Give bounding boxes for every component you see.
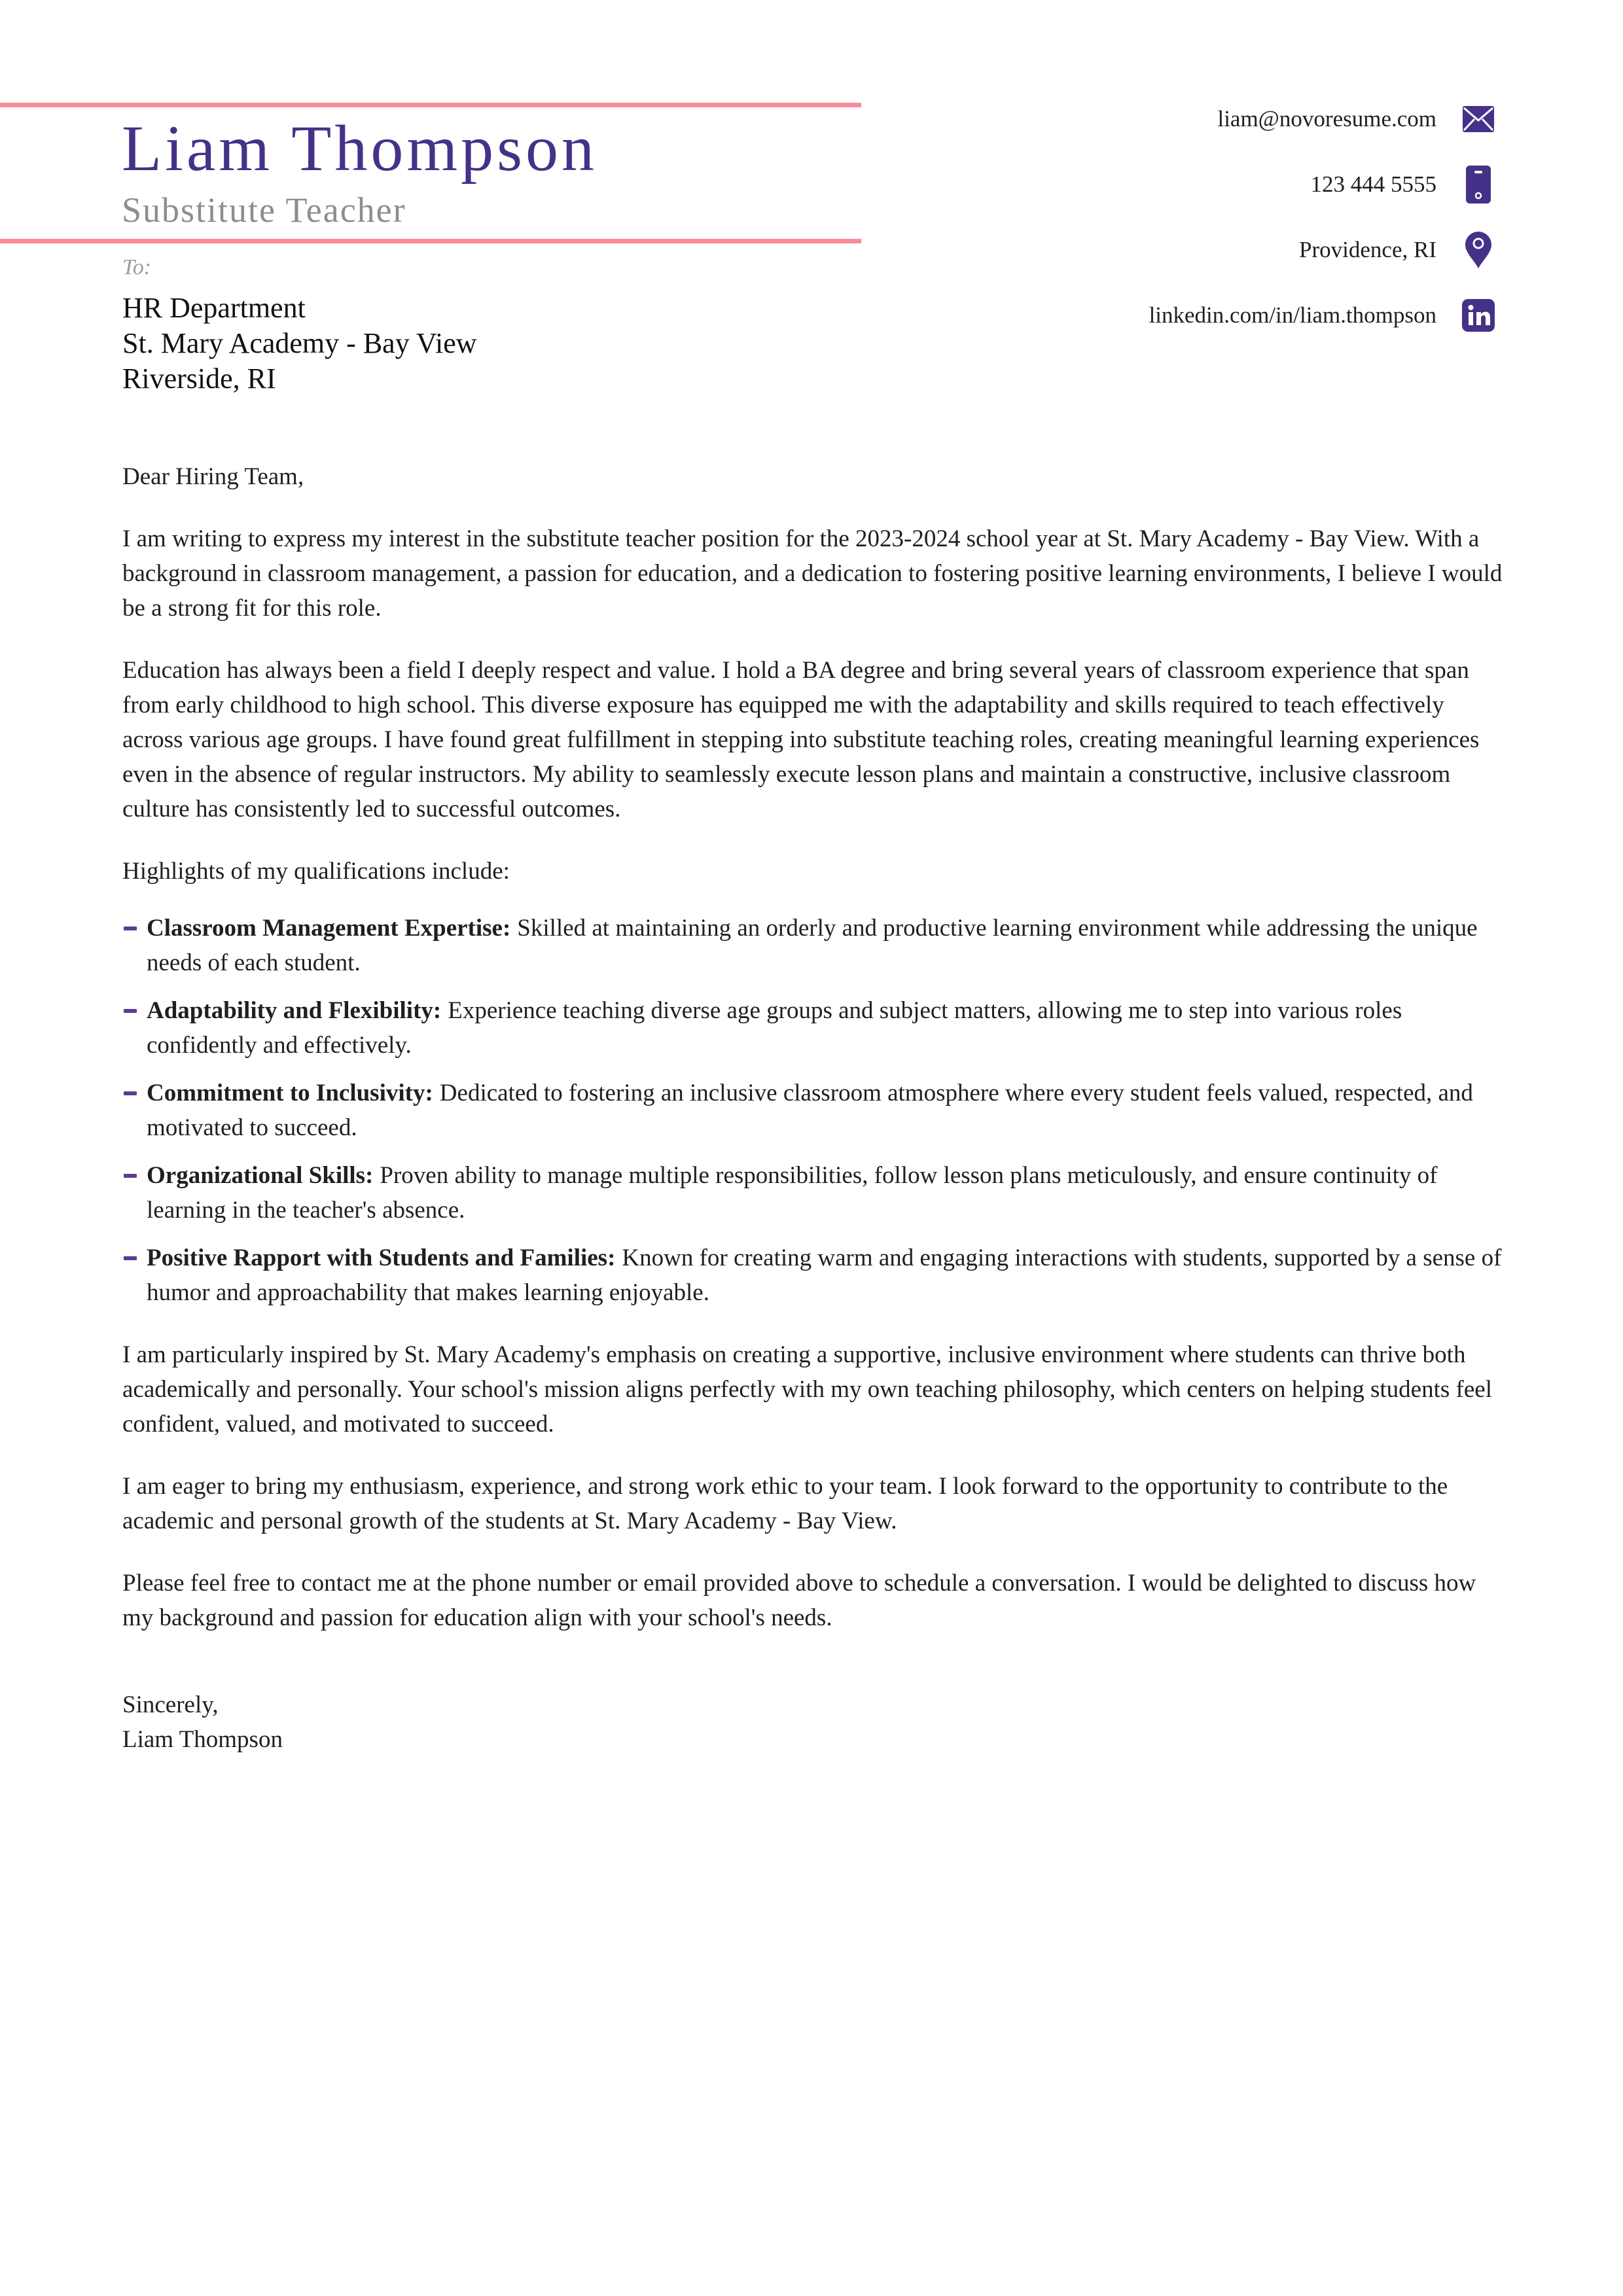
list-item	[122, 1158, 1505, 1227]
paragraph-background: Education has always been a field I deeply respect and value. I hold a BA degree and bring several years of classroom experience that span from early childhood to high school. This diverse exposure has equipped me with the adaptability and skills required to teach effectively across various age groups. I have found great fulfillment in stepping into substitute teaching roles, creating meaningful learning experiences even in the absence of regular instructors. My ability to seamlessly execute lesson plans and maintain a constructive, inclusive classroom culture has consistently led to successful outcomes.	[122, 657, 1480, 822]
location-value: Providence, RI	[1299, 237, 1436, 262]
bullet-title: Classroom Management Expertise:	[147, 915, 511, 942]
header-top-rule	[0, 103, 861, 107]
signature: Liam Thompson	[122, 1726, 283, 1753]
letter-body	[122, 459, 1505, 1757]
contact-linkedin-row	[1149, 297, 1495, 334]
bullet-title: Positive Rapport with Students and Families:	[147, 1245, 616, 1271]
envelope-icon	[1461, 106, 1495, 132]
paragraph-contact: Please feel free to contact me at the phone number or email provided above to schedule a conversation. I would be delighted to discuss how my background and passion for education align with your school's needs.	[122, 1570, 1476, 1631]
contact-info	[1149, 101, 1495, 362]
recipient-line-organization: St. Mary Academy - Bay View	[122, 327, 477, 359]
paragraph-inspiration: I am particularly inspired by St. Mary Academy's emphasis on creating a supportive, inclusive environment where students can thrive both academically and personally. Your school's mission aligns perfectly with my own teaching philosophy, which centers on helping students feel confident, valued, and motivated to succeed.	[122, 1341, 1492, 1438]
job-title: Substitute Teacher	[122, 190, 406, 230]
highlights-intro: Highlights of my qualifications include:	[122, 858, 510, 885]
paragraph-enthusiasm: I am eager to bring my enthusiasm, experience, and strong work ethic to your team. I look forward to the opportunity to contribute to the academic and personal growth of the students at St. Mary Academy - Bay View.	[122, 1473, 1448, 1534]
bullet-text: Skilled at maintaining an orderly and productive learning environment while addressing the unique needs of each student.	[147, 915, 1478, 976]
contact-phone-row	[1149, 166, 1495, 203]
recipient-line-city: Riverside, RI	[122, 362, 276, 395]
recipient-block	[122, 255, 477, 397]
linkedin-value[interactable]: linkedin.com/in/liam.thompson	[1149, 302, 1436, 328]
bullet-text: Proven ability to manage multiple responsibilities, follow lesson plans meticulously, and ensure continuity of learning in the teacher's absence.	[147, 1162, 1438, 1224]
page-title: Liam Thompson	[122, 112, 598, 185]
bullet-dash-icon	[124, 1256, 137, 1260]
bullet-text: Known for creating warm and engaging interactions with students, supported by a sense of humor and approachability that makes learning enjoyable.	[147, 1245, 1502, 1306]
phone-value: 123 444 5555	[1310, 171, 1436, 197]
contact-email-row	[1149, 101, 1495, 137]
phone-icon	[1461, 166, 1495, 203]
bullet-dash-icon	[124, 1009, 137, 1013]
signoff-block	[122, 1687, 1505, 1757]
bullet-dash-icon	[124, 1091, 137, 1095]
recipient-label: To:	[122, 255, 152, 279]
bullet-title: Adaptability and Flexibility:	[147, 997, 442, 1024]
paragraph-intro: I am writing to express my interest in the substitute teacher position for the 2023-2024 school year at St. Mary Academy - Bay View. With a background in classroom management, a passion for education, and a dedication to fostering positive learning environments, I believe I would be a strong fit for this role.	[122, 525, 1503, 622]
salutation: Dear Hiring Team,	[122, 463, 304, 490]
contact-location-row	[1149, 232, 1495, 268]
header	[122, 113, 842, 230]
linkedin-icon	[1461, 299, 1495, 332]
list-item	[122, 911, 1505, 980]
bullet-text: Experience teaching diverse age groups and subject matters, allowing me to step into various roles confidently and effectively.	[147, 997, 1402, 1059]
list-item	[122, 993, 1505, 1063]
list-item	[122, 1241, 1505, 1310]
bullet-dash-icon	[124, 927, 137, 930]
email-value[interactable]: liam@novoresume.com	[1217, 106, 1436, 132]
list-item	[122, 1076, 1505, 1145]
location-pin-icon	[1461, 232, 1495, 268]
qualifications-list	[122, 911, 1505, 1310]
bullet-text: Dedicated to fostering an inclusive classroom atmosphere where every student feels valued, respected, and motivated to succeed.	[147, 1080, 1473, 1141]
recipient-line-department: HR Department	[122, 292, 306, 324]
bullet-dash-icon	[124, 1174, 137, 1178]
bullet-title: Organizational Skills:	[147, 1162, 374, 1189]
header-bottom-rule	[0, 239, 861, 243]
signoff: Sincerely,	[122, 1691, 219, 1718]
bullet-title: Commitment to Inclusivity:	[147, 1080, 433, 1106]
